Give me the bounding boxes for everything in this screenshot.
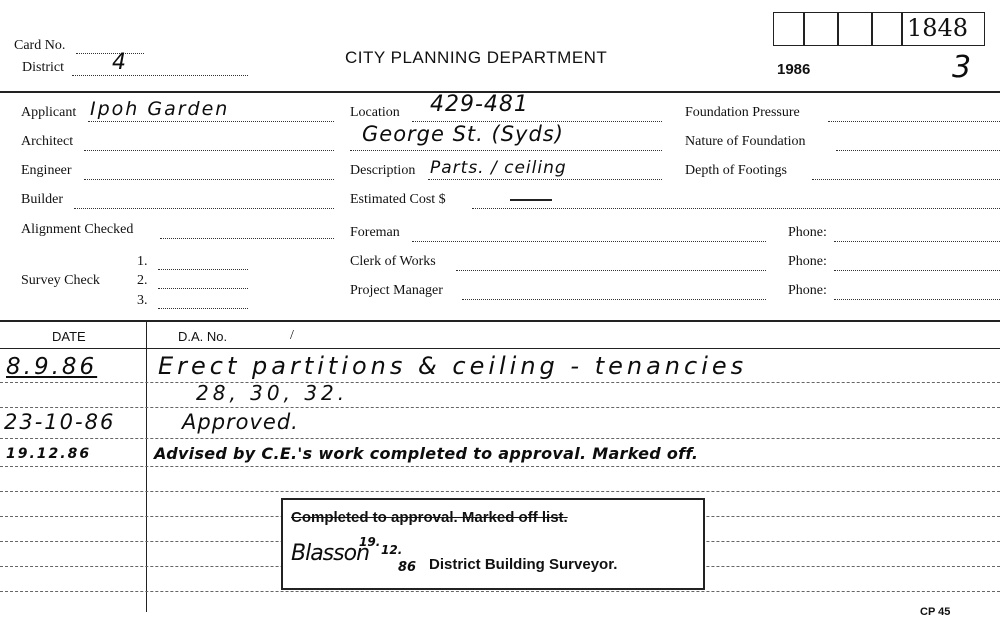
phone-line-1	[834, 241, 1000, 242]
fields-divider	[0, 320, 1000, 322]
survey-label: Survey Check	[21, 273, 100, 288]
entry-1-date: 8.9.86	[6, 354, 98, 380]
architect-line	[84, 150, 334, 151]
stamp-date-1: 19.	[359, 535, 381, 549]
nature-label: Nature of Foundation	[685, 134, 806, 149]
estimated-cost-line	[472, 208, 1000, 209]
ruled-line	[0, 491, 1000, 492]
year: 1986	[777, 61, 811, 78]
department-title: CITY PLANNING DEPARTMENT	[345, 48, 608, 67]
entry-3-date: 19.12.86	[6, 446, 92, 462]
card-no-label: Card No.	[14, 38, 66, 53]
alignment-line	[160, 238, 334, 239]
project-manager-label: Project Manager	[350, 283, 443, 298]
entry-1-text-line-1: Erect partitions & ceiling - tenancies	[158, 352, 748, 380]
depth-line	[812, 179, 1000, 180]
ruled-line	[0, 438, 1000, 439]
da-column-header: D.A. No.	[178, 329, 228, 344]
district-line	[72, 75, 248, 76]
estimated-cost-label: Estimated Cost $	[350, 192, 446, 207]
cost-dash-mark	[510, 199, 552, 201]
clerk-label: Clerk of Works	[350, 254, 436, 269]
location-value: 429-481	[430, 92, 529, 117]
sheet-number: 3	[952, 50, 972, 85]
survey-item-1: 1.	[137, 254, 148, 269]
entry-2-text: Approved.	[182, 410, 299, 434]
location-value-2: George St. (Syds)	[362, 122, 564, 146]
ruled-line	[0, 382, 1000, 383]
ruled-line	[0, 466, 1000, 467]
survey-line-2	[158, 288, 248, 289]
applicant-label: Applicant	[21, 105, 77, 120]
survey-item-2: 2.	[137, 273, 148, 288]
file-number: 1848	[907, 14, 969, 42]
entry-2-date: 23-10-86	[4, 410, 116, 434]
stamp-date-3: 86	[398, 560, 417, 575]
district-label: District	[22, 60, 64, 75]
header-row-divider	[0, 348, 1000, 349]
stamp-signature: Blasson	[291, 541, 370, 566]
foreman-label: Foreman	[350, 225, 400, 240]
builder-line	[74, 208, 334, 209]
location-line-2	[350, 150, 662, 151]
phone-line-3	[834, 299, 1000, 300]
phone-label-2: Phone:	[788, 254, 827, 269]
entry-1-text-line-2: 28, 30, 32.	[196, 381, 349, 405]
clerk-line	[456, 270, 766, 271]
engineer-line	[84, 179, 334, 180]
stamp-title: District Building Surveyor.	[429, 556, 618, 573]
description-value: Parts. / ceiling	[430, 158, 567, 178]
builder-label: Builder	[21, 192, 63, 207]
applicant-value: Ipoh Garden	[90, 98, 230, 120]
stamp-date-2: 12.	[381, 543, 403, 557]
column-divider	[146, 322, 147, 612]
form-code: CP 45	[920, 606, 951, 618]
nature-line	[836, 150, 1000, 151]
location-label: Location	[350, 105, 400, 120]
foundation-pressure-label: Foundation Pressure	[685, 105, 800, 120]
engineer-label: Engineer	[21, 163, 72, 178]
project-manager-line	[462, 299, 766, 300]
entry-3-text: Advised by C.E.'s work completed to approval. Marked off.	[154, 444, 699, 463]
depth-label: Depth of Footings	[685, 163, 787, 178]
district-value: 4	[112, 50, 126, 75]
architect-label: Architect	[21, 134, 74, 149]
ruled-line	[0, 407, 1000, 408]
da-mark: /	[290, 328, 294, 343]
foundation-pressure-line	[828, 121, 1000, 122]
phone-line-2	[834, 270, 1000, 271]
card-no-line	[76, 53, 144, 54]
description-label: Description	[350, 163, 416, 178]
date-column-header: DATE	[52, 329, 86, 344]
ruled-line	[0, 591, 1000, 592]
stamp-line-1: Completed to approval. Marked off list.	[291, 509, 568, 526]
survey-item-3: 3.	[137, 293, 148, 308]
description-line	[428, 179, 662, 180]
applicant-line	[88, 121, 334, 122]
phone-label-1: Phone:	[788, 225, 827, 240]
phone-label-3: Phone:	[788, 283, 827, 298]
foreman-line	[412, 241, 766, 242]
survey-line-3	[158, 308, 248, 309]
alignment-label: Alignment Checked	[21, 222, 134, 237]
survey-line-1	[158, 269, 248, 270]
